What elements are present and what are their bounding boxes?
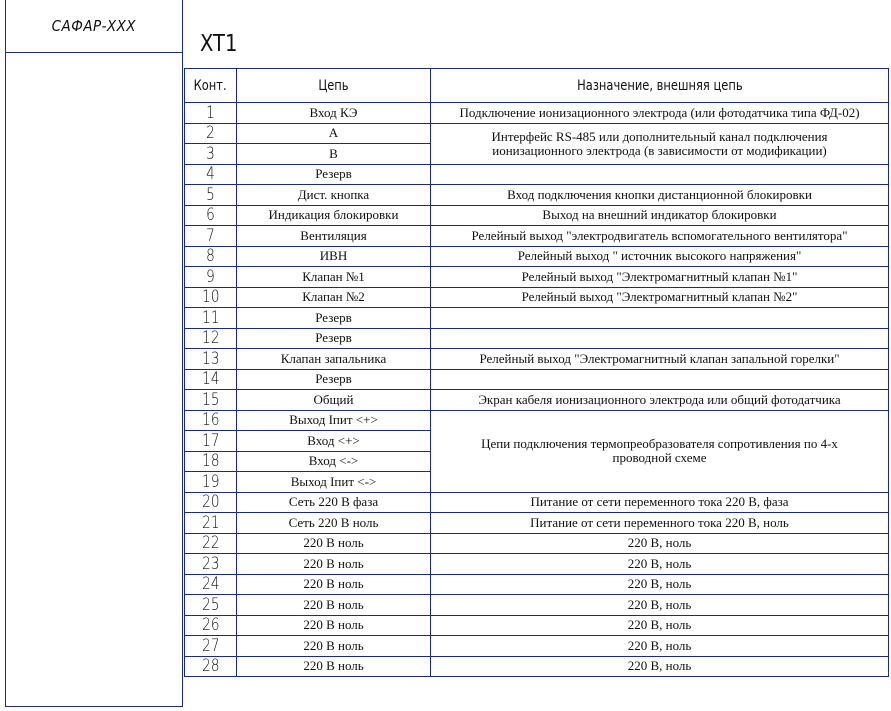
page-title: XT1 xyxy=(200,31,238,57)
table-row xyxy=(185,615,889,636)
circuit-cell: Индикация блокировки xyxy=(237,205,431,226)
circuit-cell: Сеть 220 В ноль xyxy=(237,513,431,534)
circuit-cell: Дист. кнопка xyxy=(237,185,431,206)
purpose-cell xyxy=(431,328,889,349)
circuit-cell: Клапан №1 xyxy=(237,267,431,288)
circuit-cell: Общий xyxy=(237,390,431,411)
contact-number: 16 xyxy=(185,410,237,431)
left-frame xyxy=(5,0,183,707)
header-purpose: Назначение, внешняя цепь xyxy=(431,69,889,103)
contact-number: 3 xyxy=(185,144,237,165)
table-row xyxy=(185,103,889,124)
contact-number: 22 xyxy=(185,533,237,554)
table-row xyxy=(185,595,889,616)
circuit-cell: Выход Iпит <-> xyxy=(237,472,431,493)
table-row xyxy=(185,328,889,349)
circuit-cell: Вход <-> xyxy=(237,451,431,472)
contact-number: 28 xyxy=(185,656,237,677)
table-row xyxy=(185,492,889,513)
contact-number: 4 xyxy=(185,164,237,185)
table-row xyxy=(185,226,889,247)
purpose-cell: 220 В, ноль xyxy=(431,656,889,677)
purpose-cell xyxy=(431,164,889,185)
circuit-cell: Вход <+> xyxy=(237,431,431,452)
purpose-cell: Питание от сети переменного тока 220 В, ноль xyxy=(431,513,889,534)
table-row xyxy=(185,410,889,431)
circuit-cell: ИВН xyxy=(237,246,431,267)
circuit-cell: 220 В ноль xyxy=(237,595,431,616)
table-row xyxy=(185,205,889,226)
table-row xyxy=(185,246,889,267)
contact-number: 20 xyxy=(185,492,237,513)
table-row xyxy=(185,267,889,288)
purpose-cell: Релейный выход "Электромагнитный клапан запальной горелки" xyxy=(431,349,889,370)
circuit-cell: Клапан №2 xyxy=(237,287,431,308)
purpose-cell: 220 В, ноль xyxy=(431,595,889,616)
purpose-cell: 220 В, ноль xyxy=(431,554,889,575)
contact-number: 6 xyxy=(185,205,237,226)
purpose-cell: Интерфейс RS-485 или дополнительный канал подключения ионизационного электрода (в зависимости от модификации) xyxy=(431,123,889,164)
circuit-cell: В xyxy=(237,144,431,165)
contact-number: 14 xyxy=(185,369,237,390)
purpose-cell: Релейный выход "Электромагнитный клапан №2" xyxy=(431,287,889,308)
circuit-cell: Сеть 220 В фаза xyxy=(237,492,431,513)
circuit-cell: Резерв xyxy=(237,369,431,390)
contact-number: 2 xyxy=(185,123,237,144)
contact-number: 10 xyxy=(185,287,237,308)
table-row xyxy=(185,164,889,185)
table-row xyxy=(185,554,889,575)
circuit-cell: Вентиляция xyxy=(237,226,431,247)
header-contact: Конт. xyxy=(185,69,237,103)
table-row xyxy=(185,308,889,329)
table-row xyxy=(185,533,889,554)
circuit-cell: Резерв xyxy=(237,328,431,349)
purpose-cell xyxy=(431,369,889,390)
purpose-cell: 220 В, ноль xyxy=(431,636,889,657)
table-row xyxy=(185,349,889,370)
table-row xyxy=(185,574,889,595)
purpose-cell: Релейный выход " источник высокого напряжения" xyxy=(431,246,889,267)
purpose-cell: Выход на внешний индикатор блокировки xyxy=(431,205,889,226)
circuit-cell: 220 В ноль xyxy=(237,574,431,595)
circuit-cell: 220 В ноль xyxy=(237,615,431,636)
table-row xyxy=(185,369,889,390)
stamp-label: САФАР-ХХХ xyxy=(51,17,137,35)
contact-number: 9 xyxy=(185,267,237,288)
contact-number: 12 xyxy=(185,328,237,349)
contact-number: 11 xyxy=(185,308,237,329)
contact-number: 15 xyxy=(185,390,237,411)
purpose-cell: Экран кабеля ионизационного электрода или общий фотодатчика xyxy=(431,390,889,411)
contact-number: 1 xyxy=(185,103,237,124)
contact-number: 18 xyxy=(185,451,237,472)
circuit-cell: 220 В ноль xyxy=(237,554,431,575)
contact-number: 24 xyxy=(185,574,237,595)
circuit-cell: Выход Iпит <+> xyxy=(237,410,431,431)
contact-number: 13 xyxy=(185,349,237,370)
table-row xyxy=(185,513,889,534)
circuit-cell: А xyxy=(237,123,431,144)
stamp-box xyxy=(5,0,183,53)
contact-number: 7 xyxy=(185,226,237,247)
purpose-cell: Вход подключения кнопки дистанционной блокировки xyxy=(431,185,889,206)
header-circuit: Цепь xyxy=(237,69,431,103)
circuit-cell: Вход КЭ xyxy=(237,103,431,124)
circuit-cell: Резерв xyxy=(237,308,431,329)
contact-number: 25 xyxy=(185,595,237,616)
contact-number: 5 xyxy=(185,185,237,206)
purpose-cell: Релейный выход "электродвигатель вспомогательного вентилятора" xyxy=(431,226,889,247)
contact-number: 23 xyxy=(185,554,237,575)
circuit-cell: Клапан запальника xyxy=(237,349,431,370)
circuit-cell: 220 В ноль xyxy=(237,656,431,677)
purpose-cell: Релейный выход "Электромагнитный клапан №1" xyxy=(431,267,889,288)
circuit-cell: Резерв xyxy=(237,164,431,185)
contact-number: 26 xyxy=(185,615,237,636)
table-row xyxy=(185,123,889,144)
purpose-cell: Питание от сети переменного тока 220 В, фаза xyxy=(431,492,889,513)
circuit-cell: 220 В ноль xyxy=(237,533,431,554)
contact-number: 27 xyxy=(185,636,237,657)
contact-number: 19 xyxy=(185,472,237,493)
purpose-cell: Цепи подключения термопреобразователя сопротивления по 4-х проводной схеме xyxy=(431,410,889,492)
pinout-table xyxy=(184,68,889,677)
table-row xyxy=(185,287,889,308)
table-row xyxy=(185,656,889,677)
contact-number: 21 xyxy=(185,513,237,534)
purpose-cell xyxy=(431,308,889,329)
purpose-cell: 220 В, ноль xyxy=(431,615,889,636)
table-row xyxy=(185,636,889,657)
purpose-cell: 220 В, ноль xyxy=(431,533,889,554)
contact-number: 17 xyxy=(185,431,237,452)
table-header-row xyxy=(185,69,889,103)
contact-number: 8 xyxy=(185,246,237,267)
table-row xyxy=(185,390,889,411)
purpose-cell: 220 В, ноль xyxy=(431,574,889,595)
circuit-cell: 220 В ноль xyxy=(237,636,431,657)
purpose-cell: Подключение ионизационного электрода (или фотодатчика типа ФД-02) xyxy=(431,103,889,124)
table-row xyxy=(185,185,889,206)
